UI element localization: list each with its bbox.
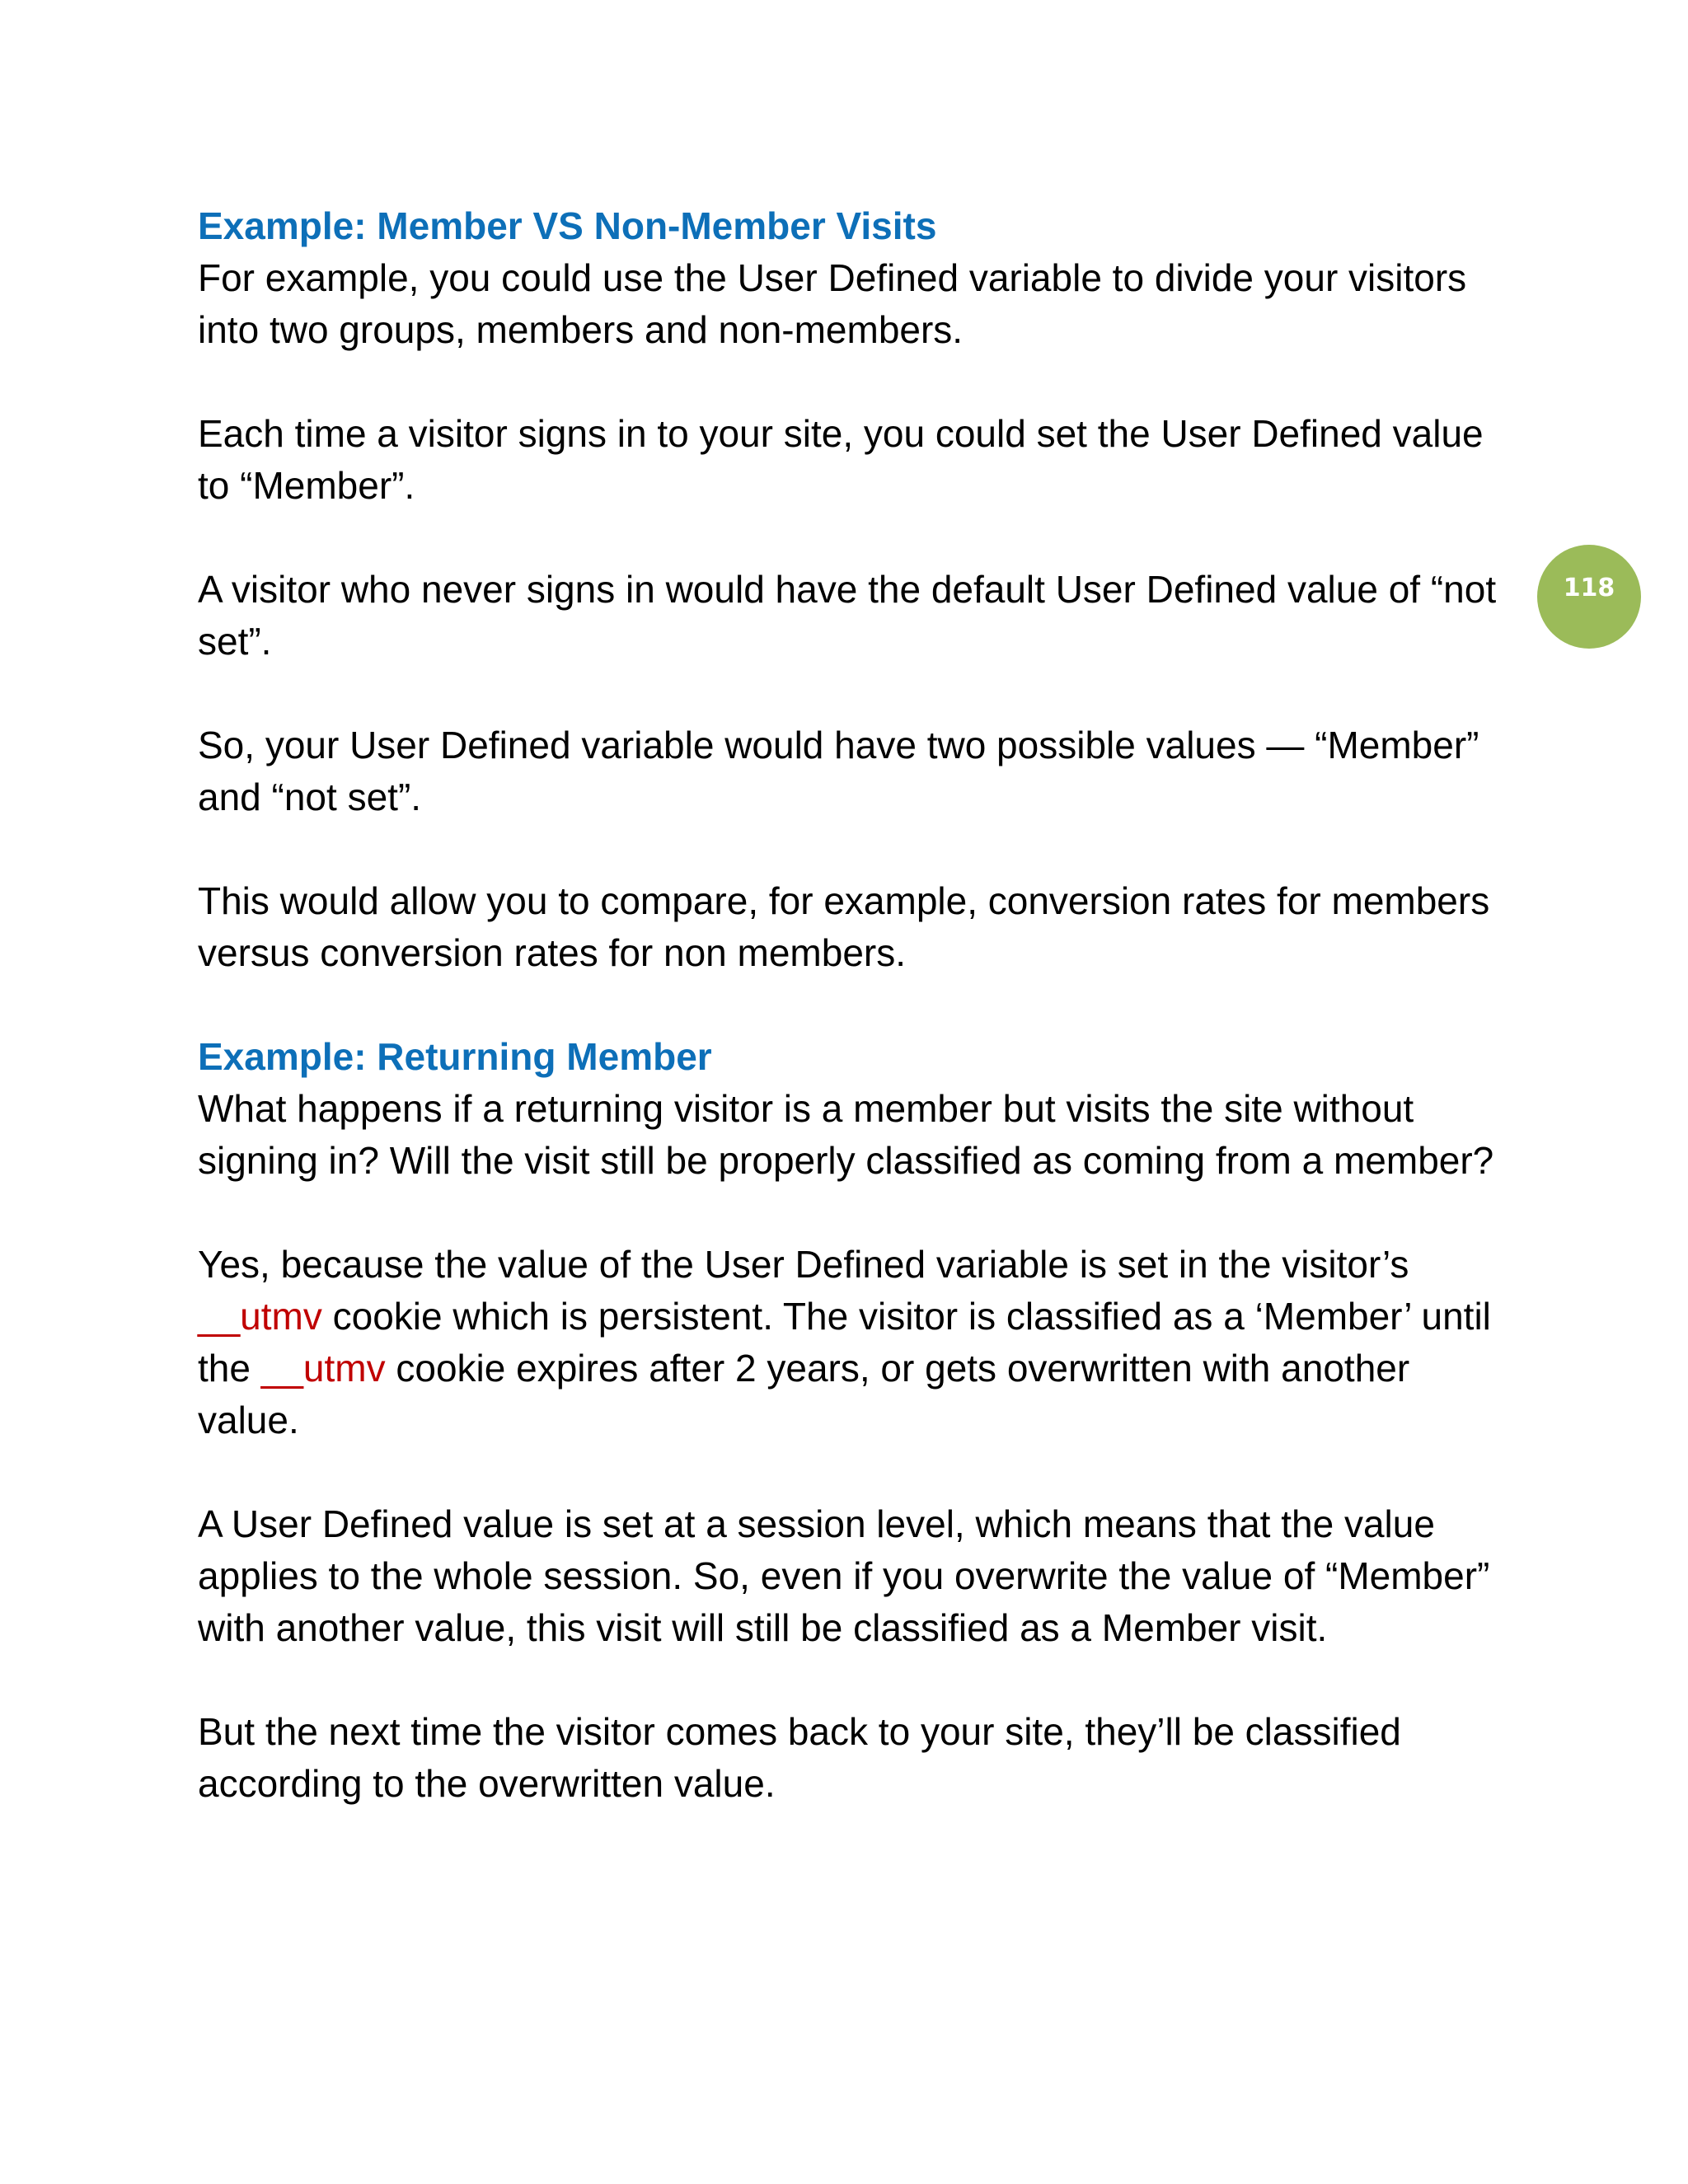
section-heading-member-vs-non-member: Example: Member VS Non-Member Visits (198, 204, 937, 247)
text-span: cookie expires after 2 years, or gets overwritten with another value. (198, 1347, 1410, 1441)
cookie-name-utmv: __utmv (260, 1347, 386, 1390)
paragraph-cookie (198, 1239, 1500, 1446)
paragraph: What happens if a returning visitor is a member but visits the site without signing in? Will the visit still be properly classified as coming from a member? (198, 1087, 1494, 1182)
paragraph: This would allow you to compare, for example, conversion rates for members versus conversion rates for non members. (198, 879, 1490, 974)
document-body (198, 200, 1500, 1810)
paragraph: A visitor who never signs in would have the default User Defined value of “not set”. (198, 568, 1497, 663)
paragraph: For example, you could use the User Defined variable to divide your visitors into two groups, members and non-members. (198, 256, 1467, 351)
paragraph: But the next time the visitor comes back to your site, they’ll be classified according to the overwritten value. (198, 1710, 1401, 1805)
paragraph: A User Defined value is set at a session level, which means that the value applies to the whole session. So, even if you overwrite the value of “Member” with another value, this visit will still be classified as a Member visit. (198, 1502, 1490, 1649)
page-number-badge: 118 (1537, 545, 1641, 649)
text-span: cookie which is persistent. The visitor is classified as a ‘Member’ until the (198, 1295, 1491, 1390)
paragraph: Each time a visitor signs in to your site, you could set the User Defined value to “Member”. (198, 412, 1484, 507)
text-span: Yes, because the value of the User Defined variable is set in the visitor’s (198, 1243, 1409, 1286)
cookie-name-utmv: __utmv (198, 1295, 322, 1338)
paragraph: So, your User Defined variable would have two possible values — “Member” and “not set”. (198, 724, 1479, 818)
section-heading-returning-member: Example: Returning Member (198, 1035, 712, 1078)
